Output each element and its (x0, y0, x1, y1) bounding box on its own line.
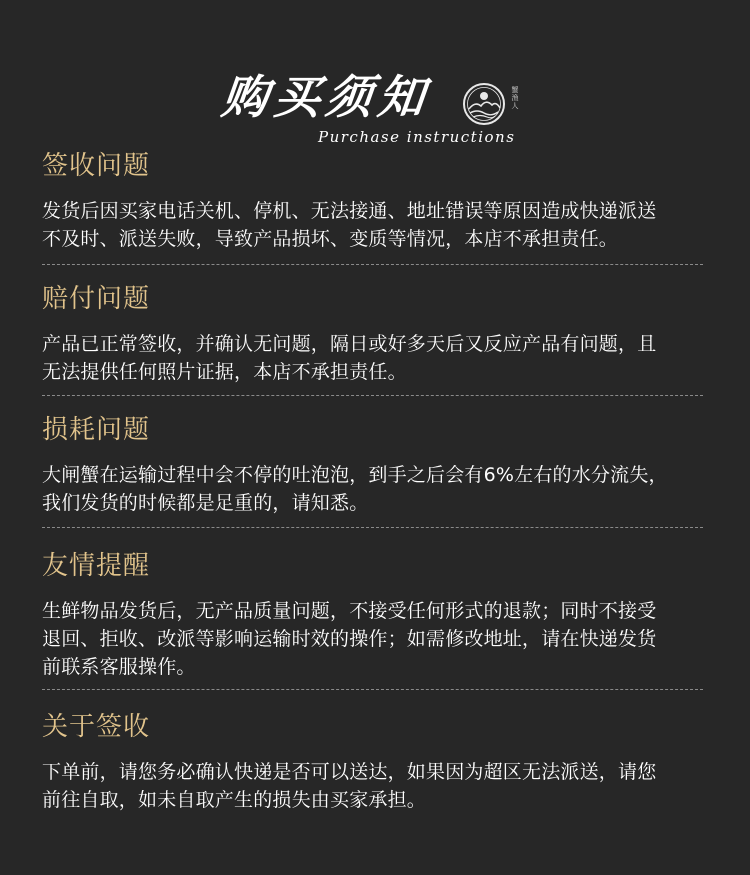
section-body (42, 197, 706, 253)
section-divider (42, 395, 703, 396)
logo-seal-icon (462, 82, 506, 126)
body-line: 下单前，请您务必确认快递是否可以送达，如果因为超区无法派送，请您 (42, 761, 657, 783)
body-line: 前往自取，如未自取产生的损失由买家承担。 (42, 789, 427, 811)
body-line: 无法提供任何照片证据，本店不承担责任。 (42, 361, 407, 383)
section-body (42, 758, 706, 814)
page-header (0, 0, 750, 160)
section-body (42, 330, 706, 386)
section-title: 友情提醒 (42, 551, 151, 581)
body-line: 退回、拒收、改派等影响运输时效的操作；如需修改地址，请在快递发货 (42, 628, 657, 650)
section-reminder (42, 553, 706, 681)
seal-text: 蟹渔人 (511, 86, 519, 110)
section-title: 签收问题 (42, 151, 151, 181)
section-signing (42, 153, 706, 253)
section-about-signing (42, 714, 706, 814)
body-line: 发货后因买家电话关机、停机、无法接通、地址错误等原因造成快递派送 (42, 200, 657, 222)
section-title: 关于签收 (42, 712, 151, 742)
section-body (42, 597, 706, 681)
section-compensation (42, 286, 706, 386)
body-line: 大闸蟹在运输过程中会不停的吐泡泡，到手之后会有6%左右的水分流失， (42, 464, 668, 486)
section-divider (42, 689, 703, 690)
body-line: 前联系客服操作。 (42, 656, 196, 678)
page-title: 购买须知 (219, 70, 433, 124)
section-body (42, 461, 706, 517)
page-subtitle: Purchase instructions (318, 128, 516, 146)
section-loss (42, 417, 706, 517)
section-divider (42, 527, 703, 528)
section-title: 赔付问题 (42, 284, 151, 314)
body-line: 不及时、派送失败，导致产品损坏、变质等情况，本店不承担责任。 (42, 228, 619, 250)
body-line: 生鲜物品发货后，无产品质量问题，不接受任何形式的退款；同时不接受 (42, 600, 657, 622)
section-title: 损耗问题 (42, 415, 151, 445)
body-line: 我们发货的时候都是足重的，请知悉。 (42, 492, 369, 514)
body-line: 产品已正常签收，并确认无问题，隔日或好多天后又反应产品有问题，且 (42, 333, 657, 355)
section-divider (42, 264, 703, 265)
